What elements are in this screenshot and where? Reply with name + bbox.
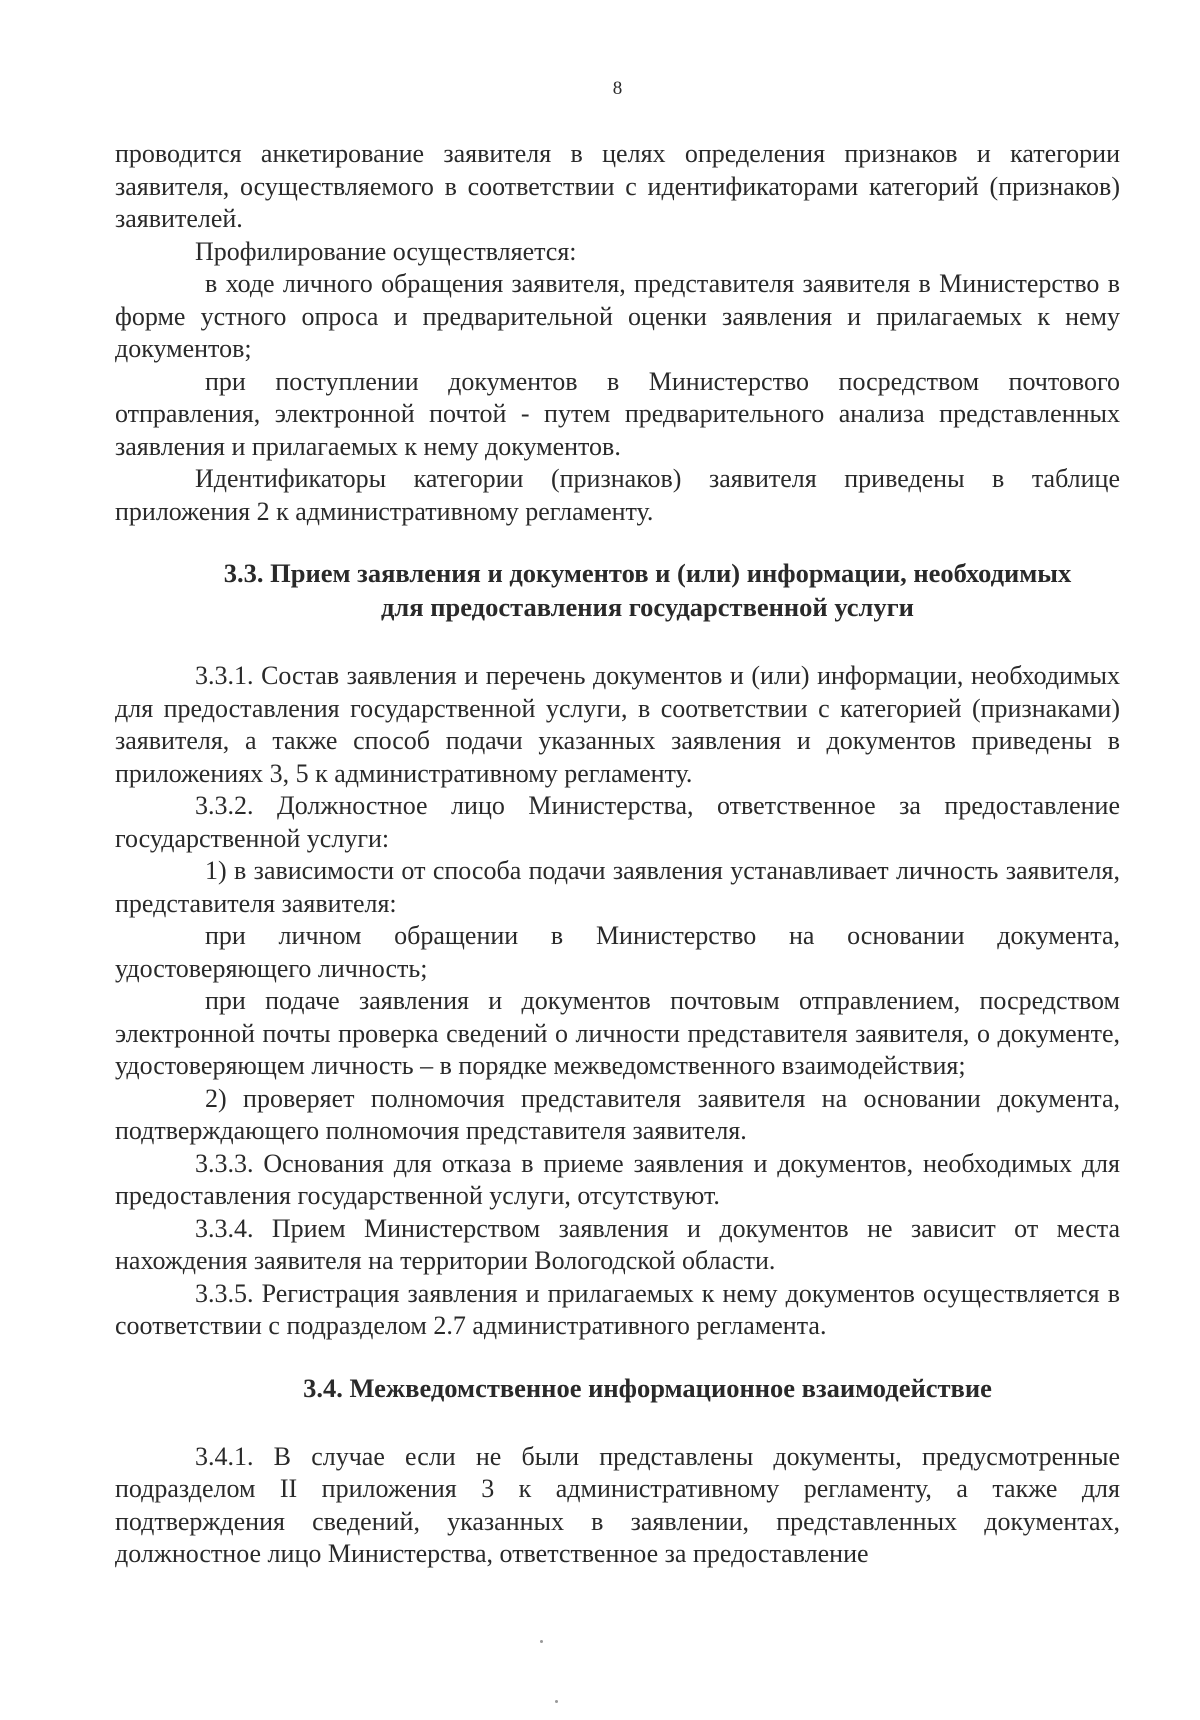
scan-speck xyxy=(540,1640,543,1643)
spacer xyxy=(115,1343,1120,1371)
paragraph: 3.3.2. Должностное лицо Министерства, ответственное за предоставление государственной услуги: xyxy=(115,791,1120,853)
section-heading-3-3 xyxy=(115,556,1120,624)
spacer xyxy=(115,1405,1120,1441)
heading-line: 3.3. Прием заявления и документов и (или) информации, необходимых xyxy=(223,558,1072,588)
paragraph: 3.3.1. Состав заявления и перечень документов и (или) информации, необходимых для предоставления государственной услуги, в соответствии с категорией (признаками) заявителя, а также способ подачи указанных заявления и документов приведены в приложениях 3, 5 к административному регламенту. xyxy=(115,661,1120,788)
paragraph: 2) проверяет полномочия представителя заявителя на основании документа, подтверждающего полномочия представителя заявителя. xyxy=(115,1083,1120,1145)
paragraph: при поступлении документов в Министерство посредством почтового отправления, электронной почтой - путем предварительного анализа представленных заявления и прилагаемых к нему документов. xyxy=(115,366,1120,461)
paragraph: 1) в зависимости от способа подачи заявления устанавливает личность заявителя, представителя заявителя: xyxy=(115,856,1120,918)
paragraph: Профилирование осуществляется: xyxy=(195,236,577,266)
paragraph: в ходе личного обращения заявителя, представителя заявителя в Министерство в форме устного опроса и предварительной оценки заявления и прилагаемых к нему документов; xyxy=(115,269,1120,363)
paragraph: Идентификаторы категории (признаков) заявителя приведены в таблице приложения 2 к административному регламенту. xyxy=(115,464,1120,526)
section-heading-3-4: 3.4. Межведомственное информационное взаимодействие xyxy=(303,1372,992,1403)
heading-line: для предоставления государственной услуги xyxy=(381,592,914,622)
paragraph: 3.3.5. Регистрация заявления и прилагаемых к нему документов осуществляется в соответствии с подразделом 2.7 административного регламента. xyxy=(115,1278,1120,1340)
paragraph: 3.4.1. В случае если не были представлены документы, предусмотренные подразделом II приложения 3 к административному регламенту, а также для подтверждения сведений, указанных в заявлении, представленных документах, должностное лицо Министерства, ответственное за предоставление xyxy=(115,1441,1120,1568)
page-number: 8 xyxy=(612,78,623,99)
spacer xyxy=(115,528,1120,556)
paragraph: 3.3.3. Основания для отказа в приеме заявления и документов, необходимых для предоставления государственной услуги, отсутствуют. xyxy=(115,1148,1120,1210)
paragraph: 3.3.4. Прием Министерством заявления и документов не зависит от места нахождения заявителя на территории Вологодской области. xyxy=(115,1213,1120,1275)
paragraph: проводится анкетирование заявителя в целях определения признаков и категории заявителя, осуществляемого в соответствии с идентификаторами категорий (признаков) заявителей. xyxy=(115,139,1120,233)
paragraph: при личном обращении в Министерство на основании документа, удостоверяющего личность; xyxy=(115,921,1120,983)
scan-speck xyxy=(555,1700,558,1703)
spacer xyxy=(115,624,1120,660)
paragraph: при подаче заявления и документов почтовым отправлением, посредством электронной почты проверка сведений о личности представителя заявителя, о документе, удостоверяющем личность – в порядке межведомственного взаимодействия; xyxy=(115,986,1120,1080)
